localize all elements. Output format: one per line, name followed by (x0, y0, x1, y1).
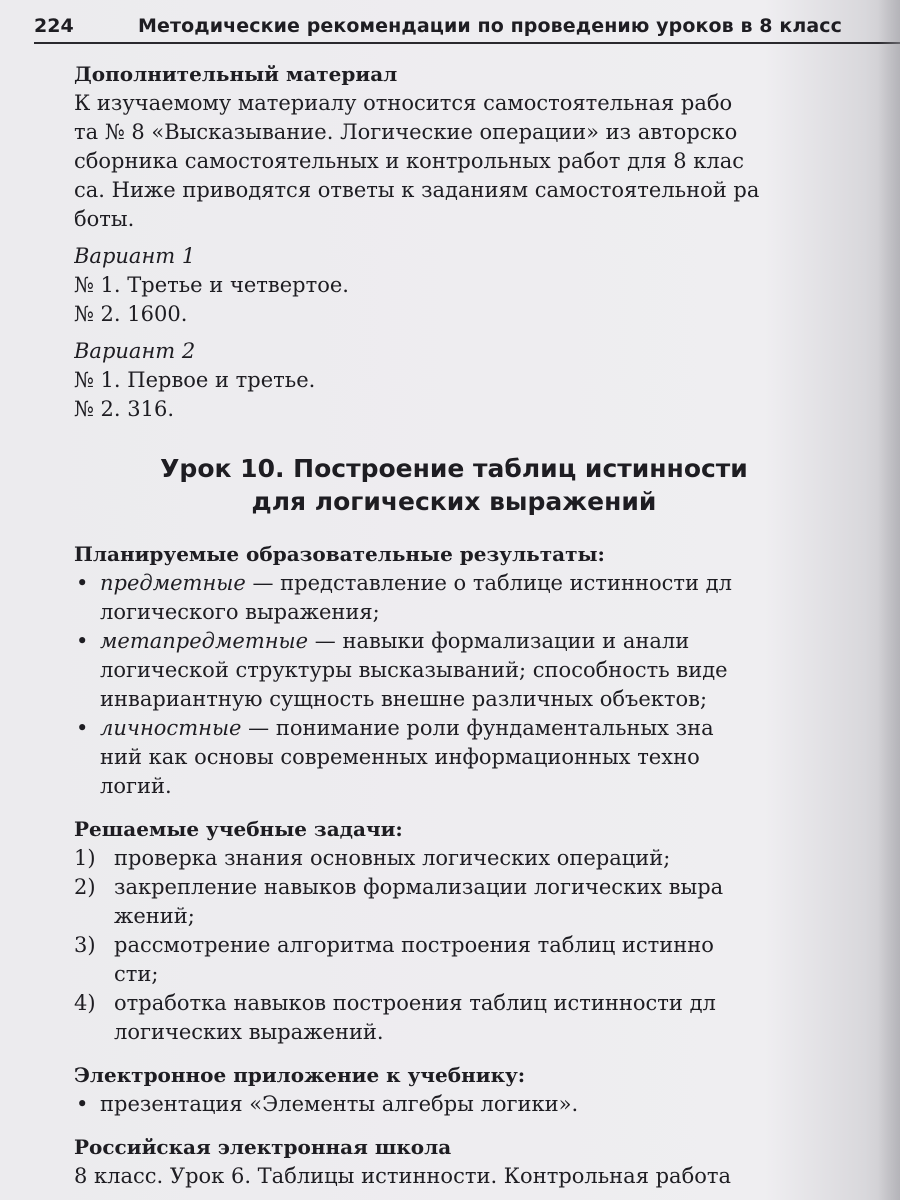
item-number: 3) (74, 933, 96, 957)
item-number: 4) (74, 991, 96, 1015)
answer-line: № 1. Третье и четвертое. (74, 273, 349, 297)
page-number: 224 (34, 15, 74, 37)
result-text: инвариантную сущность внешне различных объектов; (100, 687, 708, 711)
answer-line: № 2. 1600. (74, 302, 188, 326)
variant-title: Вариант 2 (74, 339, 196, 363)
bullet-icon: • (76, 716, 89, 740)
result-term: предметные (100, 571, 246, 595)
app-item-text: презентация «Элементы алгебры логики». (100, 1092, 579, 1116)
task-text: сти; (114, 962, 159, 986)
result-term: метапредметные (100, 629, 309, 653)
task-text: проверка знания основных логических операций; (114, 846, 671, 870)
res-heading: Российская электронная школа (74, 1135, 452, 1159)
app-list (74, 1090, 900, 1119)
result-term: личностные (100, 716, 242, 740)
task-text: жений; (114, 904, 195, 928)
variant-title: Вариант 1 (74, 244, 196, 268)
result-text: — понимание роли фундаментальных зна (241, 716, 714, 740)
lesson-title-line: Урок 10. Построение таблиц истинности (160, 454, 748, 483)
results-list (74, 569, 900, 801)
additional-paragraph (74, 89, 900, 234)
lesson-title-line: для логических выражений (251, 487, 657, 516)
list-item (74, 1090, 900, 1119)
page-edge-shadow (878, 0, 900, 1200)
result-text: ний как основы современных информационных техно (100, 745, 700, 769)
task-text: рассмотрение алгоритма построения таблиц истинно (114, 933, 714, 957)
text-line: та № 8 «Высказывание. Логические операции» из авторско (74, 120, 738, 144)
answer-line: № 2. 316. (74, 397, 175, 421)
result-text: — представление о таблице истинности дл (245, 571, 732, 595)
tasks-heading: Решаемые учебные задачи: (74, 817, 403, 841)
list-item (74, 714, 900, 801)
additional-heading: Дополнительный материал (74, 62, 398, 86)
list-item (74, 989, 900, 1047)
answer-line: № 1. Первое и третье. (74, 368, 316, 392)
res-text: 8 класс. Урок 6. Таблицы истинности. Контрольная работа (74, 1164, 731, 1188)
item-number: 2) (74, 875, 96, 899)
list-item (74, 627, 900, 714)
app-heading: Электронное приложение к учебнику: (74, 1063, 526, 1087)
page-content (74, 60, 900, 1191)
text-line: сборника самостоятельных и контрольных работ для 8 клас (74, 149, 745, 173)
running-title: Методические рекомендации по проведению уроков в 8 класс (138, 15, 842, 37)
result-text: логической структуры высказываний; способность виде (100, 658, 728, 682)
item-number: 1) (74, 846, 96, 870)
task-text: отработка навыков построения таблиц истинности дл (114, 991, 716, 1015)
text-line: К изучаемому материалу относится самостоятельная рабо (74, 91, 733, 115)
lesson-title (74, 452, 834, 518)
tasks-list (74, 844, 900, 1047)
task-text: логических выражений. (114, 1020, 384, 1044)
list-item (74, 569, 900, 627)
list-item (74, 873, 900, 931)
running-header (34, 12, 900, 44)
results-heading: Планируемые образовательные результаты: (74, 542, 605, 566)
list-item (74, 931, 900, 989)
bullet-icon: • (76, 629, 89, 653)
text-line: боты. (74, 207, 135, 231)
list-item (74, 844, 900, 873)
result-text: логического выражения; (100, 600, 380, 624)
result-text: логий. (100, 774, 172, 798)
task-text: закрепление навыков формализации логических выра (114, 875, 724, 899)
result-text: — навыки формализации и анали (308, 629, 690, 653)
bullet-icon: • (76, 571, 89, 595)
bullet-icon: • (76, 1092, 89, 1116)
text-line: са. Ниже приводятся ответы к заданиям самостоятельной ра (74, 178, 760, 202)
